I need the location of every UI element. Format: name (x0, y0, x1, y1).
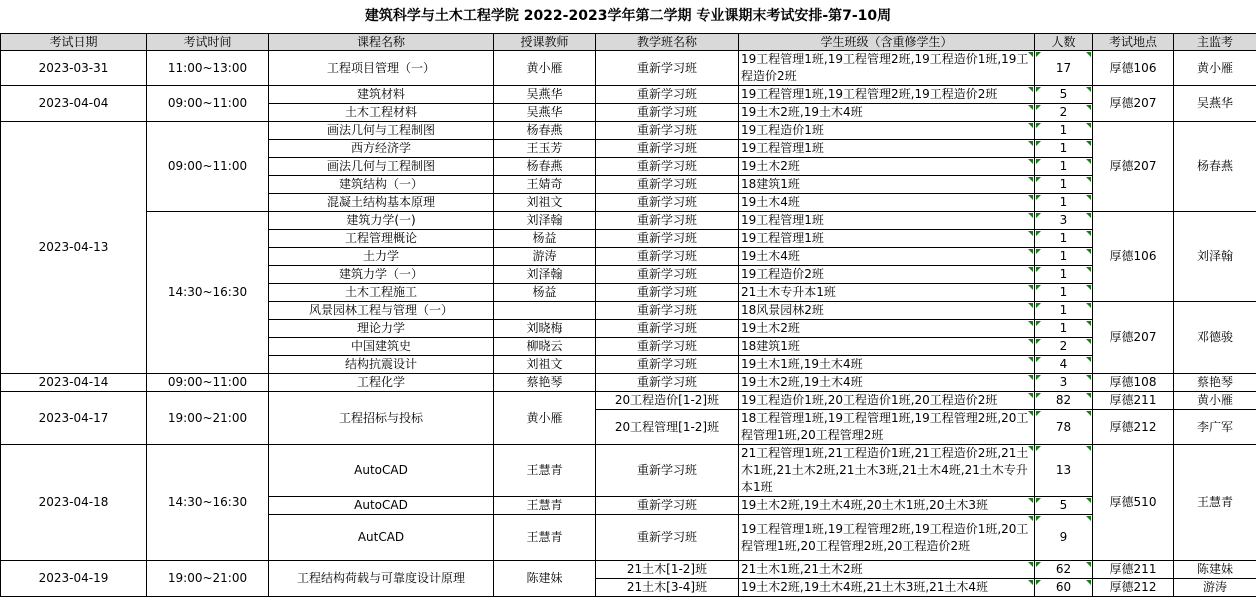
exam-room: 厚德207 (1093, 302, 1174, 374)
student-count: 1 (1035, 122, 1093, 140)
teacher: 杨春燕 (494, 122, 596, 140)
student-count: 1 (1035, 230, 1093, 248)
course-name: 建筑力学(一) (269, 212, 494, 230)
student-count: 1 (1035, 266, 1093, 284)
course-name: 土木工程材料 (269, 104, 494, 122)
exam-room: 厚德211 (1093, 392, 1174, 410)
exam-time: 14:30~16:30 (147, 445, 269, 561)
proctor: 蔡艳琴 (1174, 374, 1256, 392)
class-name: 重新学习班 (596, 320, 739, 338)
table-row (1, 445, 1256, 497)
student-count: 5 (1035, 497, 1093, 515)
student-count: 1 (1035, 158, 1093, 176)
proctor: 游涛 (1174, 579, 1256, 597)
teacher: 王慧青 (494, 515, 596, 561)
class-name: 重新学习班 (596, 356, 739, 374)
teacher: 王慧青 (494, 445, 596, 497)
teacher: 刘祖文 (494, 356, 596, 374)
student-count: 1 (1035, 248, 1093, 266)
teacher: 杨春燕 (494, 158, 596, 176)
page-title: 建筑科学与土木工程学院 2022-2023学年第二学期 专业课期末考试安排-第7-10周 (0, 0, 1256, 33)
course-name: 工程结构荷载与可靠度设计原理 (269, 561, 494, 597)
exam-date: 2023-04-04 (1, 86, 147, 122)
col-header-course: 课程名称 (269, 34, 494, 51)
table-row (1, 374, 1256, 392)
teacher: 游涛 (494, 248, 596, 266)
student-count: 5 (1035, 86, 1093, 104)
col-header-room: 考试地点 (1093, 34, 1174, 51)
class-name: 重新学习班 (596, 230, 739, 248)
student-count: 1 (1035, 194, 1093, 212)
student-count: 78 (1035, 410, 1093, 445)
table-row (1, 122, 1256, 140)
course-name: AutCAD (269, 515, 494, 561)
exam-time: 11:00~13:00 (147, 51, 269, 86)
proctor: 黄小雁 (1174, 392, 1256, 410)
student-classes: 19工程造价2班 (739, 266, 1035, 284)
course-name: AutoCAD (269, 497, 494, 515)
student-count: 2 (1035, 104, 1093, 122)
student-classes: 19土木2班,19土木4班,21土木3班,21土木4班 (739, 579, 1035, 597)
student-classes: 19工程造价1班,20工程造价1班,20工程造价2班 (739, 392, 1035, 410)
student-classes: 21土木1班,21土木2班 (739, 561, 1035, 579)
class-name: 重新学习班 (596, 176, 739, 194)
class-name: 重新学习班 (596, 338, 739, 356)
teacher (494, 302, 596, 320)
class-name: 重新学习班 (596, 122, 739, 140)
student-classes: 19工程管理1班,19工程管理2班,19工程造价1班,20工程管理1班,20工程管理2班,20工程造价2班 (739, 515, 1035, 561)
proctor: 刘泽翰 (1174, 212, 1256, 302)
table-row (1, 212, 1256, 230)
student-count: 1 (1035, 140, 1093, 158)
student-count: 1 (1035, 302, 1093, 320)
exam-date: 2023-04-19 (1, 561, 147, 597)
table-row (1, 51, 1256, 86)
col-header-date: 考试日期 (1, 34, 147, 51)
exam-room: 厚德212 (1093, 579, 1174, 597)
student-count: 1 (1035, 284, 1093, 302)
student-classes: 19工程管理1班 (739, 212, 1035, 230)
proctor: 王慧青 (1174, 445, 1256, 561)
student-classes: 18建筑1班 (739, 338, 1035, 356)
course-name: 工程管理概论 (269, 230, 494, 248)
exam-room: 厚德212 (1093, 410, 1174, 445)
student-classes: 19工程管理1班,19工程管理2班,19工程造价1班,19工程造价2班 (739, 51, 1035, 86)
course-name: 工程化学 (269, 374, 494, 392)
student-classes: 19工程管理1班 (739, 230, 1035, 248)
student-classes: 19工程管理1班,19工程管理2班,19工程造价2班 (739, 86, 1035, 104)
col-header-time: 考试时间 (147, 34, 269, 51)
student-count: 9 (1035, 515, 1093, 561)
class-name: 20工程造价[1-2]班 (596, 392, 739, 410)
student-classes: 19土木2班 (739, 320, 1035, 338)
student-classes: 19土木1班,19土木4班 (739, 356, 1035, 374)
teacher: 刘祖文 (494, 194, 596, 212)
student-count: 4 (1035, 356, 1093, 374)
col-header-proctor: 主监考 (1174, 34, 1256, 51)
course-name: 理论力学 (269, 320, 494, 338)
class-name: 重新学习班 (596, 212, 739, 230)
student-classes: 19土木2班,19土木4班,20土木1班,20土木3班 (739, 497, 1035, 515)
proctor: 黄小雁 (1174, 51, 1256, 86)
course-name: 建筑材料 (269, 86, 494, 104)
proctor: 吴燕华 (1174, 86, 1256, 122)
class-name: 重新学习班 (596, 515, 739, 561)
col-header-count: 人数 (1035, 34, 1093, 51)
exam-date: 2023-04-14 (1, 374, 147, 392)
student-count: 62 (1035, 561, 1093, 579)
class-name: 重新学习班 (596, 158, 739, 176)
teacher: 陈建妹 (494, 561, 596, 597)
course-name: 画法几何与工程制图 (269, 158, 494, 176)
course-name: AutoCAD (269, 445, 494, 497)
exam-schedule-table (0, 33, 1256, 597)
student-count: 17 (1035, 51, 1093, 86)
course-name: 结构抗震设计 (269, 356, 494, 374)
class-name: 重新学习班 (596, 194, 739, 212)
student-classes: 21工程管理1班,21工程造价1班,21工程造价2班,21土木1班,21土木2班,21土木3班,21土木4班,21土木专升本1班 (739, 445, 1035, 497)
teacher: 杨益 (494, 284, 596, 302)
student-classes: 19土木2班,19土木4班 (739, 104, 1035, 122)
col-header-class-name: 教学班名称 (596, 34, 739, 51)
class-name: 21土木[3-4]班 (596, 579, 739, 597)
teacher: 刘晓梅 (494, 320, 596, 338)
exam-room: 厚德211 (1093, 561, 1174, 579)
student-classes: 18工程管理1班,19工程管理1班,19工程管理2班,20工程管理1班,20工程管理2班 (739, 410, 1035, 445)
student-classes: 19土木4班 (739, 194, 1035, 212)
table-row (1, 86, 1256, 104)
exam-time: 14:30~16:30 (147, 212, 269, 374)
teacher: 王婧奇 (494, 176, 596, 194)
exam-room: 厚德108 (1093, 374, 1174, 392)
student-classes: 18建筑1班 (739, 176, 1035, 194)
class-name: 重新学习班 (596, 445, 739, 497)
exam-room: 厚德207 (1093, 122, 1174, 212)
exam-date: 2023-04-18 (1, 445, 147, 561)
teacher: 黄小雁 (494, 392, 596, 445)
class-name: 重新学习班 (596, 51, 739, 86)
exam-date: 2023-04-13 (1, 122, 147, 374)
class-name: 21土木[1-2]班 (596, 561, 739, 579)
teacher: 柳晓云 (494, 338, 596, 356)
class-name: 重新学习班 (596, 248, 739, 266)
table-row (1, 392, 1256, 410)
exam-time: 09:00~11:00 (147, 374, 269, 392)
course-name: 风景园林工程与管理（一） (269, 302, 494, 320)
teacher: 蔡艳琴 (494, 374, 596, 392)
teacher: 刘泽翰 (494, 266, 596, 284)
teacher: 王玉芳 (494, 140, 596, 158)
class-name: 重新学习班 (596, 104, 739, 122)
proctor: 邓德骏 (1174, 302, 1256, 374)
student-classes: 21土木专升本1班 (739, 284, 1035, 302)
student-classes: 19工程造价1班 (739, 122, 1035, 140)
teacher: 刘泽翰 (494, 212, 596, 230)
course-name: 建筑力学（一） (269, 266, 494, 284)
teacher: 吴燕华 (494, 104, 596, 122)
student-classes: 19土木4班 (739, 248, 1035, 266)
course-name: 土木工程施工 (269, 284, 494, 302)
class-name: 20工程管理[1-2]班 (596, 410, 739, 445)
class-name: 重新学习班 (596, 284, 739, 302)
teacher: 王慧青 (494, 497, 596, 515)
course-name: 混凝土结构基本原理 (269, 194, 494, 212)
exam-time: 09:00~11:00 (147, 86, 269, 122)
student-classes: 19土木2班,19土木4班 (739, 374, 1035, 392)
student-count: 82 (1035, 392, 1093, 410)
student-count: 60 (1035, 579, 1093, 597)
class-name: 重新学习班 (596, 86, 739, 104)
col-header-teacher: 授课教师 (494, 34, 596, 51)
student-count: 3 (1035, 374, 1093, 392)
header-row (1, 34, 1256, 51)
table-row (1, 561, 1256, 579)
class-name: 重新学习班 (596, 374, 739, 392)
course-name: 画法几何与工程制图 (269, 122, 494, 140)
course-name: 建筑结构（一） (269, 176, 494, 194)
student-classes: 19工程管理1班 (739, 140, 1035, 158)
student-classes: 18风景园林2班 (739, 302, 1035, 320)
exam-time: 09:00~11:00 (147, 122, 269, 212)
exam-room: 厚德106 (1093, 51, 1174, 86)
student-count: 13 (1035, 445, 1093, 497)
teacher: 吴燕华 (494, 86, 596, 104)
teacher: 杨益 (494, 230, 596, 248)
student-classes: 19土木2班 (739, 158, 1035, 176)
exam-time: 19:00~21:00 (147, 561, 269, 597)
student-count: 1 (1035, 176, 1093, 194)
proctor: 李广军 (1174, 410, 1256, 445)
proctor: 陈建妹 (1174, 561, 1256, 579)
proctor: 杨春燕 (1174, 122, 1256, 212)
student-count: 3 (1035, 212, 1093, 230)
col-header-students: 学生班级（含重修学生） (739, 34, 1035, 51)
course-name: 西方经济学 (269, 140, 494, 158)
class-name: 重新学习班 (596, 497, 739, 515)
exam-time: 19:00~21:00 (147, 392, 269, 445)
exam-date: 2023-03-31 (1, 51, 147, 86)
exam-room: 厚德106 (1093, 212, 1174, 302)
class-name: 重新学习班 (596, 140, 739, 158)
course-name: 工程招标与投标 (269, 392, 494, 445)
exam-room: 厚德207 (1093, 86, 1174, 122)
class-name: 重新学习班 (596, 266, 739, 284)
course-name: 中国建筑史 (269, 338, 494, 356)
student-count: 2 (1035, 338, 1093, 356)
student-count: 1 (1035, 320, 1093, 338)
course-name: 土力学 (269, 248, 494, 266)
exam-date: 2023-04-17 (1, 392, 147, 445)
course-name: 工程项目管理（一） (269, 51, 494, 86)
teacher: 黄小雁 (494, 51, 596, 86)
class-name: 重新学习班 (596, 302, 739, 320)
exam-room: 厚德510 (1093, 445, 1174, 561)
